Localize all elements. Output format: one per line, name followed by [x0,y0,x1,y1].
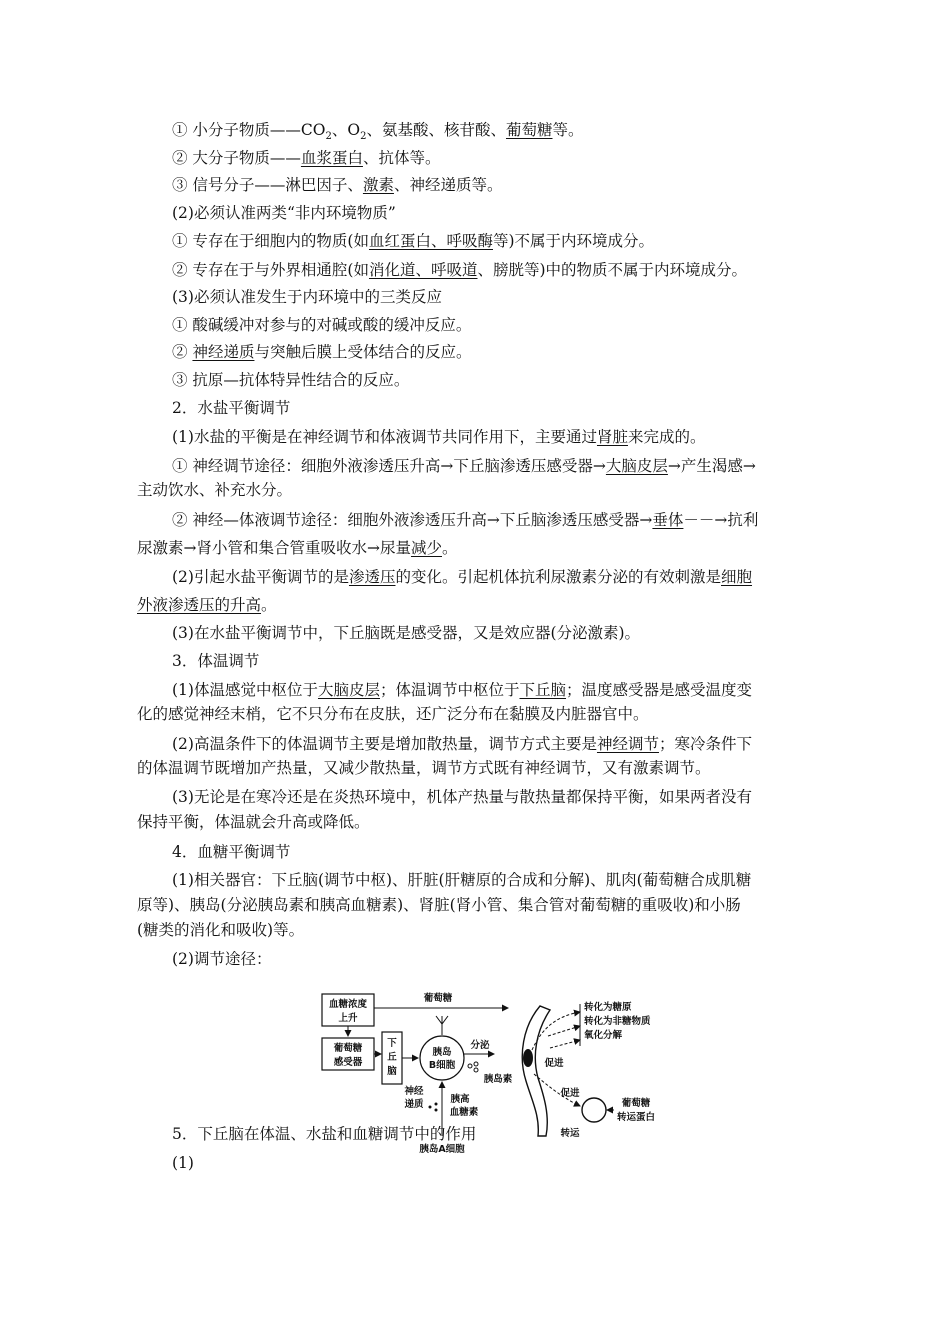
underlined-term: 渗透压 [348,568,396,586]
transport-label: 转运 [560,1128,580,1139]
text-line [172,734,752,754]
text-line [137,480,292,500]
text-line [172,680,752,700]
text-segment: ② 大分子物质—— [172,149,301,167]
text-segment: ① 小分子物质——CO [172,121,326,139]
outcome-label-2: 转化为非糖物质 [584,1016,651,1027]
neuro-label-1: 神经 [404,1086,424,1097]
text-segment: ② 神经—体液调节途径：细胞外液渗透压升高→下丘脑渗透压感受器→ [172,511,653,529]
glucose-top-label: 葡萄糖 [423,993,453,1004]
secrete-label: 分泌 [470,1040,490,1051]
text-line [137,538,458,558]
outcome-label-3: 氧化分解 [584,1030,623,1041]
text-line [172,370,409,390]
text-segment: (1)相关器官：下丘脑(调节中枢)、肝脏(肝糖原的合成和分解)、肌肉(葡萄糖合成肌糖 [172,871,752,889]
text-line [172,287,442,307]
text-segment: 等)不属于内环境成分。 [493,232,655,250]
underlined-term: 大脑皮层 [605,457,668,475]
text-line [137,920,304,940]
text-segment: 、O [331,121,361,139]
target-cell-membrane [522,1006,550,1136]
text-segment: 等。 [552,121,584,139]
glucagon-label-2: 血糖素 [449,1107,479,1118]
text-segment: 来完成的。 [627,428,706,446]
insulin-dot-1 [468,1064,472,1068]
insulin-dot-3 [474,1068,478,1072]
text-segment: (3)必须认准发生于内环境中的三类反应 [172,288,442,306]
text-segment: 、神经递质等。 [393,176,503,194]
text-segment: (2)引起水盐平衡调节的是 [172,568,349,586]
text-segment: 与突触后膜上受体结合的反应。 [254,343,472,361]
underlined-term: 外液渗透压的升高 [137,596,262,614]
text-segment: 3．体温调节 [172,652,260,670]
hypothalamus-label-2: 丘 [387,1052,397,1063]
text-segment: 尿激素→肾小管和集合管重吸收水→尿量 [137,539,411,557]
box-receptor-label-1: 葡萄糖 [333,1043,363,1054]
text-segment: 原等)、胰岛(分泌胰岛素和胰高血糖素)、肾脏(肾小管、集合管对葡萄糖的重吸收)和小肠 [137,896,741,914]
text-line [137,704,649,724]
glucagon-label-1: 胰高 [450,1094,470,1105]
text-segment: －－→抗利 [683,511,759,529]
text-segment: 。 [442,539,458,557]
text-segment: ① 酸碱缓冲对参与的对碱或酸的缓冲反应。 [172,316,472,334]
text-segment: (2)高温条件下的体温调节主要是增加散热量，调节方式主要是 [172,735,597,753]
underlined-term: 神经调节 [596,735,659,753]
insulin-receptor [523,1049,533,1067]
text-segment: →产生渴感→ [667,457,756,475]
text-segment: 的体温调节既增加产热量，又减少散热量，调节方式既有神经调节，又有激素调节。 [137,759,711,777]
text-segment: (1) [172,1154,194,1172]
text-segment: (糖类的消化和吸收)等。 [137,921,305,939]
text-segment: ；寒冷条件下 [658,735,752,753]
text-segment: ① 专存在于细胞内的物质(如 [172,232,369,250]
text-line [172,427,706,447]
text-segment: (1)水盐的平衡是在神经调节和体液调节共同作用下，主要通过 [172,428,597,446]
text-line [172,148,440,168]
text-segment: (2)必须认准两类“非内环境物质” [172,204,396,222]
text-segment: 化的感觉神经末梢，它不只分布在皮肤，还广泛分布在黏膜及内脏器官中。 [137,705,649,723]
text-segment: 。 [261,596,277,614]
text-segment: 2 [325,131,332,143]
text-line [172,510,758,530]
dashed-to-outcomes-3 [550,1040,580,1048]
box-blood-sugar-label-2: 上升 [338,1013,358,1024]
text-segment: ；温度感受器是感受温度变 [566,681,753,699]
underlined-term: 肾脏 [596,428,628,446]
text-segment: 保持平衡，体温就会升高或降低。 [137,813,370,831]
glucagon-dot-3 [429,1106,432,1109]
text-segment: (3)在水盐平衡调节中，下丘脑既是感受器，又是效应器(分泌激素)。 [172,624,641,642]
text-line [172,175,502,195]
insulin-dot-2 [474,1062,478,1066]
text-line [137,595,277,615]
text-line [172,260,747,280]
text-line [172,623,640,643]
text-line [172,398,290,418]
text-line [172,842,290,862]
blood-sugar-regulation-diagram [318,986,668,1206]
glut-label-1: 葡萄糖 [621,1098,651,1109]
text-segment: (1)体温感觉中枢位于 [172,681,318,699]
text-line [172,231,654,251]
text-line [172,203,396,223]
text-line [172,787,752,807]
underlined-term: 细胞 [721,568,753,586]
insulin-label: 胰岛素 [483,1074,513,1085]
underlined-term: 垂体 [652,511,684,529]
islet-b-cell [420,1036,464,1080]
text-segment: 5．下丘脑在体温、水盐和血糖调节中的作用 [172,1125,477,1143]
text-segment: 、抗体等。 [362,149,441,167]
text-line [172,120,584,147]
glucagon-dot-2 [435,1109,438,1112]
text-segment: (2)调节途径： [172,950,272,968]
text-line [172,315,471,335]
text-line [172,1153,194,1173]
text-segment: 2．水盐平衡调节 [172,399,291,417]
glut-label-2: 转运蛋白 [616,1112,656,1123]
text-segment: ② [172,343,193,361]
underlined-term: 血浆蛋白 [300,149,363,167]
text-line [137,758,711,778]
text-line [172,949,271,969]
text-line [172,651,259,671]
box-receptor-label-2: 感受器 [333,1057,363,1068]
underlined-term: 神经递质 [192,343,255,361]
text-segment: (3)无论是在寒冷还是在炎热环境中，机体产热量与散热量都保持平衡，如果两者没有 [172,788,752,806]
text-segment: ② 专存在于与外界相通腔(如 [172,261,369,279]
glucose-transporter [582,1098,606,1122]
outcome-label-1: 转化为糖原 [584,1002,632,1013]
promote-label-1: 促进 [544,1058,564,1069]
underlined-term: 激素 [362,176,394,194]
box-blood-sugar-label-1: 血糖浓度 [328,999,368,1010]
text-line [172,342,471,362]
text-line [172,870,751,890]
text-line [172,567,752,587]
text-segment: 主动饮水、补充水分。 [137,481,293,499]
text-segment: 的变化。引起机体抗利尿激素分泌的有效刺激是 [395,568,721,586]
underlined-term: 葡萄糖 [505,121,553,139]
text-line [137,895,741,915]
islet-b-label-1: 胰岛 [432,1047,452,1058]
hypothalamus-label-1: 下 [387,1038,397,1049]
underlined-term: 减少 [410,539,442,557]
islet-b-label-2: B细胞 [428,1060,456,1071]
text-segment: 、膀胱等)中的物质不属于内环境成分。 [477,261,748,279]
underlined-term: 下丘脑 [519,681,567,699]
text-line [172,456,756,476]
promote-label-2: 促进 [560,1088,580,1099]
text-segment: ③ 信号分子——淋巴因子、 [172,176,363,194]
text-segment: 2 [360,131,367,143]
text-segment: 、氨基酸、核苷酸、 [366,121,506,139]
underlined-term: 大脑皮层 [317,681,380,699]
text-segment: 4．血糖平衡调节 [172,843,291,861]
glucagon-dot-1 [435,1103,438,1106]
text-segment: ③ 抗原—抗体特异性结合的反应。 [172,371,410,389]
islet-a-label: 胰岛A细胞 [419,1144,465,1155]
hypothalamus-label-3: 脑 [387,1066,397,1077]
text-line [137,812,370,832]
text-segment: ；体温调节中枢位于 [379,681,520,699]
text-segment: ① 神经调节途径：细胞外液渗透压升高→下丘脑渗透压感受器→ [172,457,606,475]
underlined-term: 消化道、呼吸道 [368,261,478,279]
dashed-to-outcomes-2 [548,1026,580,1036]
underlined-term: 血红蛋白、呼吸酶 [368,232,493,250]
neuro-label-2: 递质 [404,1099,424,1110]
